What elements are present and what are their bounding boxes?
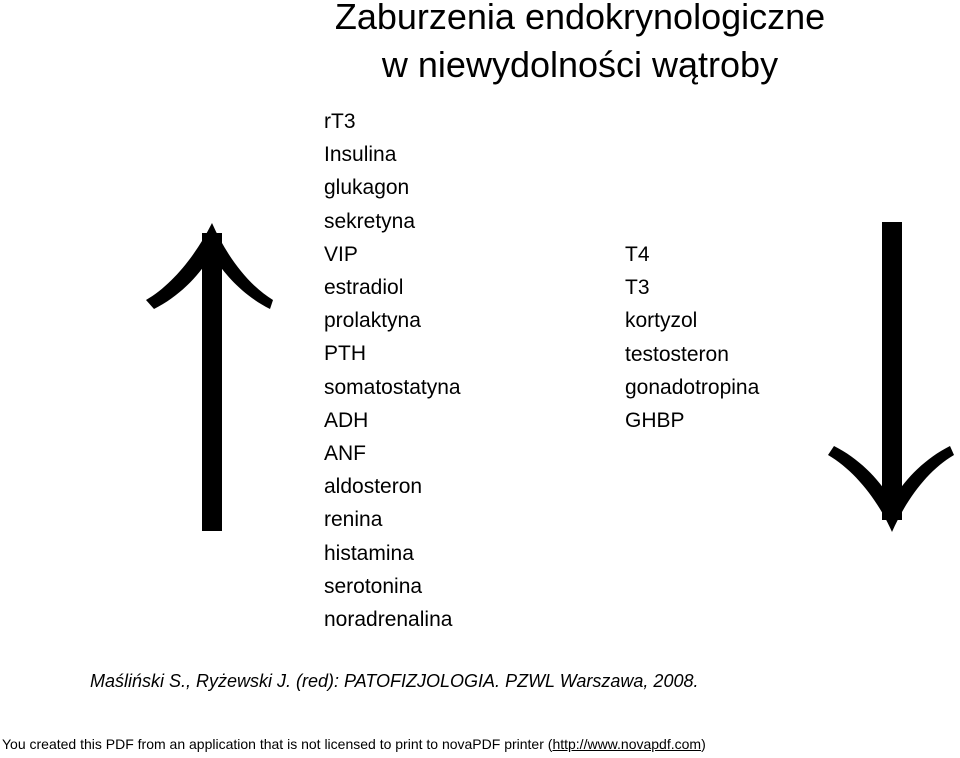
novapdf-link[interactable]: http://www.novapdf.com bbox=[552, 736, 702, 752]
increased-hormones-list bbox=[324, 105, 461, 636]
list-item: ANF bbox=[324, 442, 366, 466]
list-item: renina bbox=[324, 508, 383, 532]
list-item: somatostatyna bbox=[324, 375, 461, 399]
list-item: GHBP bbox=[625, 409, 685, 433]
list-item: T4 bbox=[625, 243, 650, 266]
list-item: sekretyna bbox=[324, 209, 416, 233]
list-item: T3 bbox=[625, 276, 650, 300]
list-item: PTH bbox=[324, 342, 366, 366]
list-item: glukagon bbox=[324, 176, 410, 200]
list-item: estradiol bbox=[324, 276, 404, 300]
list-item: serotonina bbox=[324, 574, 423, 598]
arrow-up-icon bbox=[138, 215, 278, 535]
list-item: kortyzol bbox=[625, 309, 698, 333]
list-item: gonadotropina bbox=[625, 375, 760, 399]
title-line-1: Zaburzenia endokrynologiczne bbox=[334, 0, 826, 37]
list-item: Insulina bbox=[324, 143, 397, 167]
list-item: rT3 bbox=[324, 110, 356, 133]
footer-text-end: ) bbox=[701, 736, 706, 752]
list-item: prolaktyna bbox=[324, 309, 421, 333]
list-item: noradrenalina bbox=[324, 608, 453, 632]
list-item: testosteron bbox=[625, 342, 729, 366]
novapdf-footer bbox=[2, 736, 706, 752]
source-citation: Maśliński S., Ryżewski J. (red): PATOFIZJOLOGIA. PZWL Warszawa, 2008. bbox=[90, 671, 699, 691]
arrow-down-icon bbox=[824, 220, 960, 540]
list-item: histamina bbox=[324, 541, 414, 565]
list-item: ADH bbox=[324, 408, 369, 432]
list-item: VIP bbox=[324, 242, 358, 266]
footer-text: You created this PDF from an application that is not licensed to print to novaPDF printer ( bbox=[2, 736, 553, 752]
list-item: aldosteron bbox=[324, 475, 423, 499]
decreased-hormones-list bbox=[625, 238, 759, 437]
title-line-2: w niewydolności wątroby bbox=[381, 44, 779, 85]
